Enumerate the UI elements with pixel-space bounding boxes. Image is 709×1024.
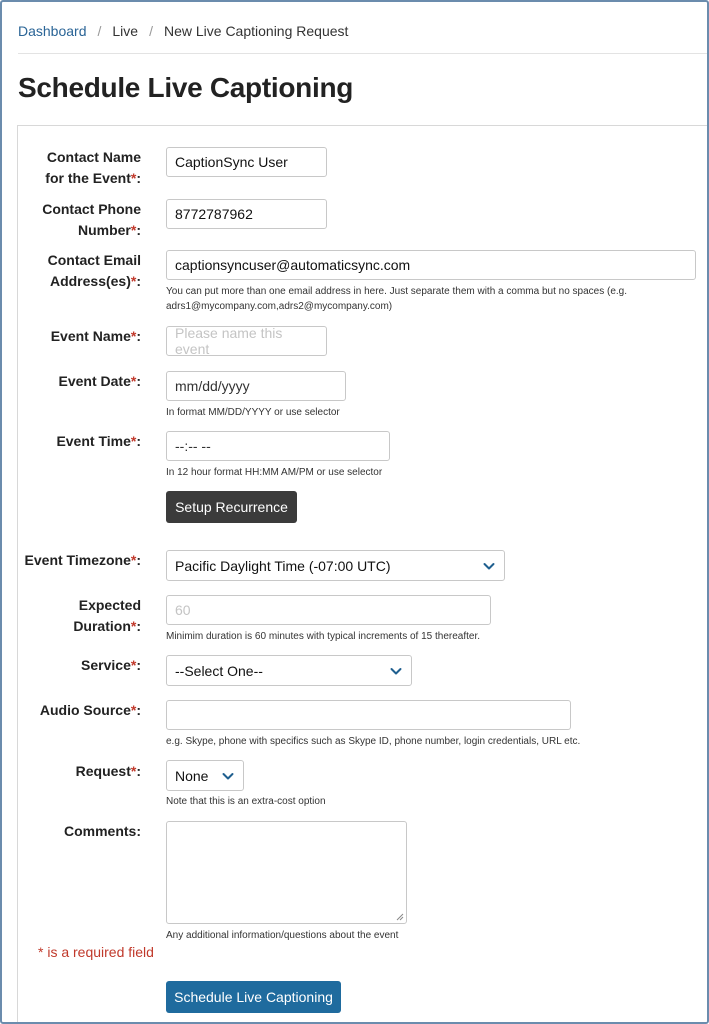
audio-source-help: e.g. Skype, phone with specifics such as Skype ID, phone number, login credentials, URL etc.: [166, 736, 581, 747]
comments-textarea[interactable]: [166, 821, 407, 924]
breadcrumb-separator: /: [149, 23, 153, 39]
label-colon: :: [136, 433, 141, 449]
expected-duration-label: [1, 595, 141, 637]
request-help: Note that this is an extra-cost option: [166, 796, 326, 807]
expected-duration-label-line2: Duration: [73, 618, 131, 634]
resize-grip-icon[interactable]: [395, 912, 404, 921]
required-asterisk: *: [130, 222, 137, 238]
request-label-text: Request: [75, 763, 131, 779]
required-asterisk: *: [130, 657, 137, 673]
contact-phone-label: [1, 199, 141, 241]
required-asterisk: *: [130, 763, 137, 779]
required-asterisk: *: [130, 552, 137, 568]
breadcrumb: [18, 23, 348, 39]
expected-duration-label-line1: Expected: [78, 597, 141, 613]
event-timezone-selected: Pacific Daylight Time (-07:00 UTC): [175, 557, 391, 574]
service-selected: --Select One--: [175, 662, 263, 679]
contact-email-input[interactable]: captionsyncuser@automaticsync.com: [166, 250, 696, 280]
breadcrumb-separator: /: [97, 23, 102, 39]
required-asterisk: *: [130, 328, 137, 344]
audio-source-label: [1, 700, 141, 721]
event-date-input[interactable]: mm/dd/yyyy: [166, 371, 346, 401]
setup-recurrence-button[interactable]: Setup Recurrence: [166, 491, 297, 523]
request-label: [1, 761, 141, 782]
label-colon: :: [136, 328, 141, 344]
event-date-help: In format MM/DD/YYYY or use selector: [166, 407, 340, 418]
page-title: Schedule Live Captioning: [18, 72, 354, 103]
required-asterisk: *: [130, 702, 137, 718]
contact-email-label-line1: Contact Email: [47, 252, 141, 268]
required-asterisk: *: [130, 433, 137, 449]
comments-help: Any additional information/questions about the event: [166, 930, 399, 941]
required-asterisk: *: [130, 170, 137, 186]
schedule-live-captioning-button[interactable]: Schedule Live Captioning: [166, 981, 341, 1013]
required-field-note: [38, 944, 154, 960]
event-time-label: [1, 431, 141, 452]
required-asterisk: *: [130, 618, 137, 634]
event-timezone-label-text: Event Timezone: [24, 552, 131, 568]
required-asterisk: *: [130, 273, 137, 289]
required-note-text: is a required field: [43, 944, 154, 960]
label-colon: :: [136, 763, 141, 779]
event-name-label: [1, 326, 141, 347]
contact-name-label-line2: for the Event: [45, 170, 131, 186]
required-note-asterisk: *: [38, 944, 44, 960]
header-divider: [18, 53, 707, 54]
event-date-label: [1, 371, 141, 392]
service-label: [1, 655, 141, 676]
event-timezone-label: [1, 550, 141, 571]
label-colon: :: [136, 618, 141, 634]
chevron-down-icon: [221, 769, 235, 783]
event-timezone-select[interactable]: [166, 550, 505, 581]
expected-duration-help: Minimim duration is 60 minutes with typical increments of 15 thereafter.: [166, 631, 481, 642]
contact-name-label-line1: Contact Name: [46, 149, 141, 165]
label-colon: :: [136, 222, 141, 238]
event-time-help: In 12 hour format HH:MM AM/PM or use selector: [166, 467, 383, 478]
chevron-down-icon: [482, 559, 496, 573]
label-colon: :: [136, 273, 141, 289]
contact-phone-input[interactable]: 8772787962: [166, 199, 327, 229]
service-select[interactable]: [166, 655, 412, 686]
breadcrumb-live[interactable]: Live: [112, 23, 139, 39]
contact-email-label-line2: Address(es): [49, 273, 131, 289]
label-colon: :: [136, 702, 141, 718]
label-colon: :: [136, 373, 141, 389]
audio-source-input[interactable]: [166, 700, 571, 730]
contact-email-help-line1: You can put more than one email address in here. Just separate them with a comma but no spaces (e.g.: [166, 286, 628, 297]
contact-phone-label-line1: Contact Phone: [42, 201, 141, 217]
contact-email-help-line2: adrs1@mycompany.com,adrs2@mycompany.com): [166, 301, 393, 312]
contact-name-label: [1, 147, 141, 189]
breadcrumb-current: New Live Captioning Request: [163, 23, 349, 39]
chevron-down-icon: [389, 664, 403, 678]
request-select[interactable]: [166, 760, 244, 791]
required-asterisk: *: [130, 373, 137, 389]
label-colon: :: [136, 170, 141, 186]
breadcrumb-dashboard-link[interactable]: Dashboard: [18, 23, 87, 39]
contact-phone-label-line2: Number: [77, 222, 131, 238]
contact-email-label: [1, 250, 141, 292]
contact-email-help: [166, 284, 627, 314]
comments-label: Comments:: [63, 823, 141, 839]
event-date-label-text: Event Date: [58, 373, 131, 389]
expected-duration-input[interactable]: 60: [166, 595, 491, 625]
event-time-label-text: Event Time: [56, 433, 131, 449]
contact-name-input[interactable]: CaptionSync User: [166, 147, 327, 177]
event-time-input[interactable]: --:-- --: [166, 431, 390, 461]
event-name-label-text: Event Name: [50, 328, 131, 344]
request-selected: None: [175, 767, 209, 784]
label-colon: :: [136, 657, 141, 673]
label-colon: :: [136, 552, 141, 568]
event-name-input[interactable]: Please name this event: [166, 326, 327, 356]
service-label-text: Service: [81, 657, 131, 673]
audio-source-label-text: Audio Source: [39, 702, 131, 718]
